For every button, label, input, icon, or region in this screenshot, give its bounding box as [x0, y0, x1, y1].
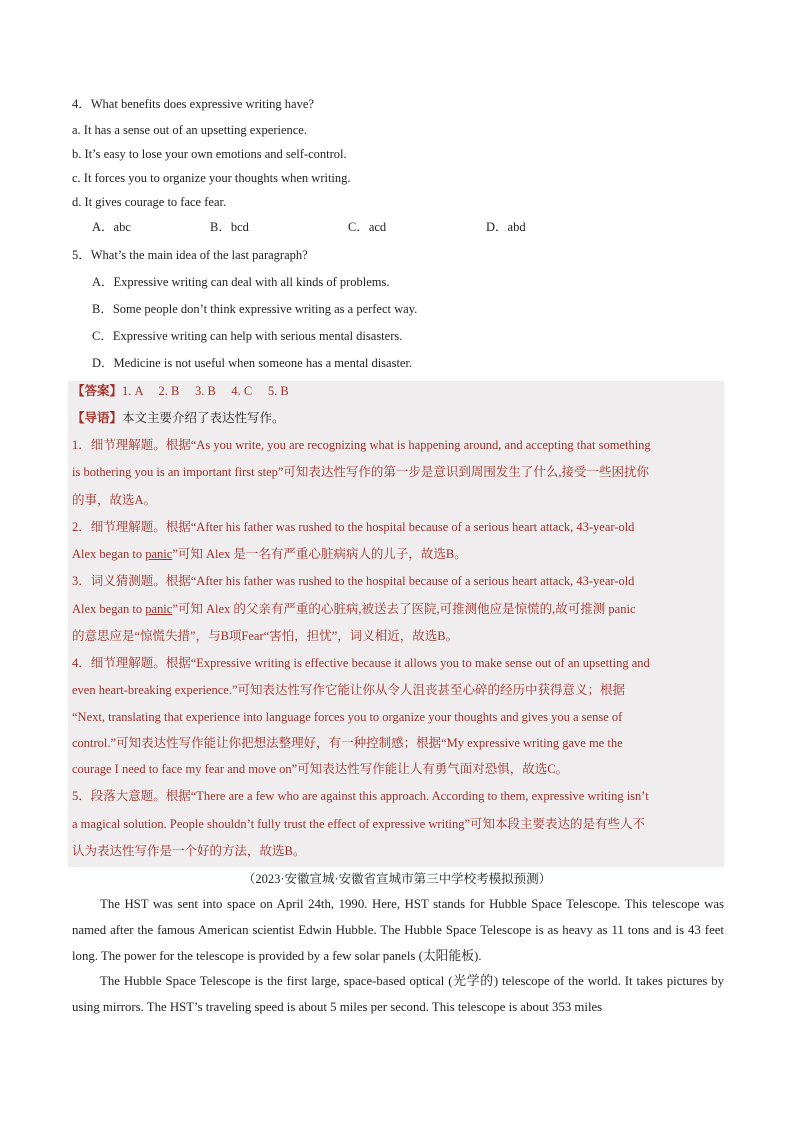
q5-choice-c: C．Expressive writing can help with serious mental disasters. [92, 329, 403, 343]
q5-choice-a: A．Expressive writing can deal with all kinds of problems. [92, 275, 390, 289]
explanation-4-line-4: control.”可知表达性写作能让你把想法整理好，有一种控制感；根据“My expressive writing gave me the [72, 736, 623, 750]
q4-item-b: b. It’s easy to lose your own emotions and self-control. [72, 147, 347, 161]
explanation-3-line-1: 3．词义猜测题。根据“After his father was rushed to the hospital because of a serious heart attack, 43-year-old [72, 574, 635, 588]
panic-underlined: panic [145, 547, 173, 561]
explanation-4-line-5: courage I need to face my fear and move on”可知表达性写作能让人有勇气面对恐惧，故选C。 [72, 762, 569, 776]
q4-item-c: c. It forces you to organize your thoughts when writing. [72, 171, 351, 185]
question-5-title: 5．What’s the main idea of the last paragraph? [72, 248, 308, 262]
q5-choice-b: B．Some people don’t think expressive writing as a perfect way. [92, 302, 418, 316]
explanation-5-line-1: 5．段落大意题。根据“There are a few who are against this approach. According to them, expressive writing isn’t [72, 789, 649, 803]
explanation-1-line-2: is bothering you is an important first step”可知表达性写作的第一步是意识到周围发生了什么,接受一些困扰你 [72, 465, 650, 479]
q4-choice-d: D．abd [486, 220, 526, 234]
question-4-title: 4．What benefits does expressive writing have? [72, 97, 314, 111]
explanation-2-text-b: ”可知 Alex 是一名有严重心脏病病人的儿子，故选B。 [172, 547, 467, 561]
q4-item-d: d. It gives courage to face fear. [72, 195, 227, 209]
explanation-2-line-2 [72, 546, 467, 562]
q4-choice-c: C．acd [348, 220, 387, 234]
explanation-3-text-b: ”可知 Alex 的父亲有严重的心脏病,被送去了医院,可推测他应是惊慌的,故可推测 panic [172, 602, 636, 616]
explanation-4-line-3: “Next, translating that experience into language forces you to organize your thoughts and gives you a sense of [72, 710, 623, 724]
passage-paragraph-1: The HST was sent into space on April 24th, 1990. Here, HST stands for Hubble Space Telescope. This telescope was named after the famous American scientist Edwin Hubble. The Hubble Space Telescope is as heavy as 11 tons and is 43 feet long. The power for the telescope is provided by a few solar panels (太阳能板). [72, 897, 724, 963]
explanation-5-line-2: a magical solution. People shouldn’t fully trust the effect of expressive writing”可知本段主要表达的是有些人不 [72, 817, 646, 831]
guide [72, 410, 285, 426]
explanation-5-line-3: 认为表达性写作是一个好的方法，故选B。 [72, 844, 306, 858]
explanation-3-text-a: Alex began to [72, 602, 146, 616]
passage-source: （2023·安徽宣城·安徽省宣城市第三中学校考模拟预测） [242, 872, 552, 886]
explanation-1-line-1: 1．细节理解题。根据“As you write, you are recognizing what is happening around, and accepting that something [72, 438, 651, 452]
q4-item-a: a. It has a sense out of an upsetting experience. [72, 123, 307, 137]
q5-choice-d: D．Medicine is not useful when someone has a mental disaster. [92, 356, 413, 370]
q4-choice-a: A．abc [92, 220, 131, 234]
answer-key [72, 383, 289, 399]
passage-paragraph-2: The Hubble Space Telescope is the first large, space-based optical (光学的) telescope of the world. It takes pictures by using mirrors. The HST’s traveling speed is about 5 miles per second. This telescope is about 353 miles [72, 974, 724, 1014]
guide-text: 本文主要介绍了表达性写作。 [122, 411, 285, 425]
explanation-4-line-2: even heart-breaking experience.”可知表达性写作它能让你从令人沮丧甚至心碎的经历中获得意义；根据 [72, 683, 626, 697]
explanation-2-line-1: 2．细节理解题。根据“After his father was rushed to the hospital because of a serious heart attack, 43-year-old [72, 520, 635, 534]
answer-label: 【答案】 [72, 384, 123, 398]
explanation-3-line-2 [72, 601, 636, 617]
answer-values: 1. A 2. B 3. B 4. C 5. B [122, 384, 289, 398]
guide-label: 【导语】 [72, 411, 123, 425]
q4-choice-b: B．bcd [210, 220, 249, 234]
panic-underlined: panic [145, 602, 173, 616]
explanation-3-line-3: 的意思应是“惊慌失措”，与B项Fear“害怕，担忧”，词义相近，故选B。 [72, 629, 459, 643]
explanation-2-text-a: Alex began to [72, 547, 146, 561]
explanation-1-line-3: 的事，故选A。 [72, 493, 157, 507]
explanation-4-line-1: 4．细节理解题。根据“Expressive writing is effective because it allows you to make sense out of an upsetting and [72, 656, 650, 670]
